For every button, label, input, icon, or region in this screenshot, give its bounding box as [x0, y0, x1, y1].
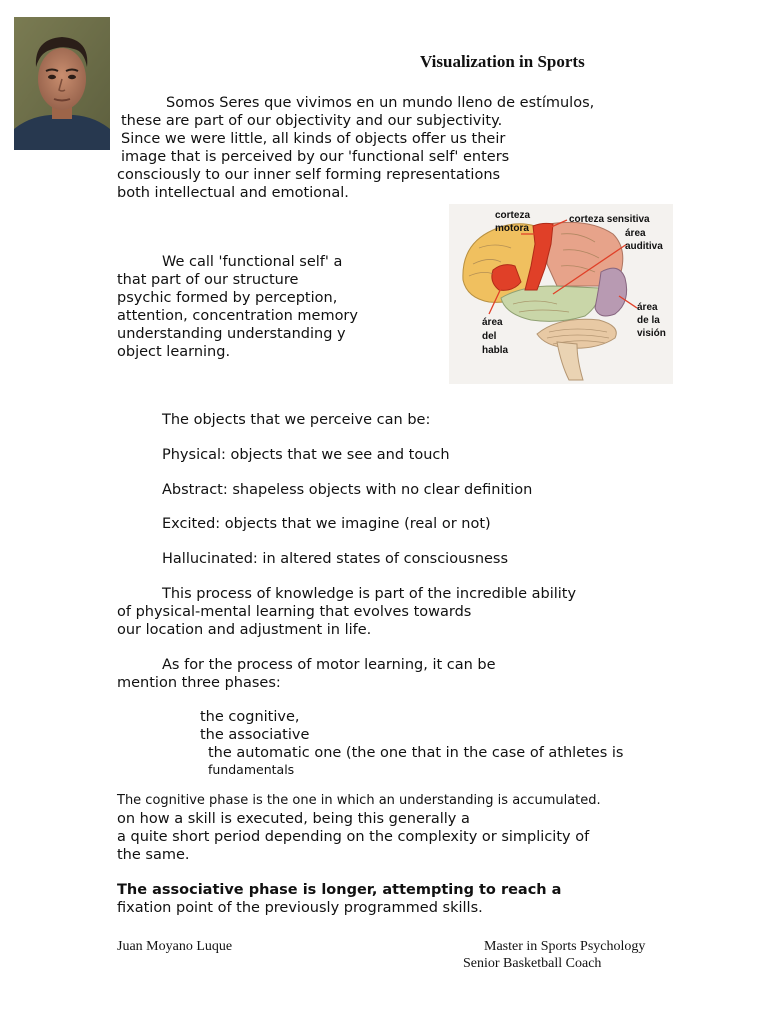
list-item: Physical: objects that we see and touch [162, 447, 450, 463]
label-vision-area: de la [637, 315, 660, 326]
paragraph-line: As for the process of motor learning, it can be [162, 657, 496, 673]
paragraph-line: mention three phases: [117, 675, 281, 691]
objects-intro: The objects that we perceive can be: [162, 412, 431, 428]
label-speech-area: área [482, 317, 503, 328]
label-motor-cortex: corteza [495, 210, 531, 221]
paragraph-line: psychic formed by perception, [117, 290, 338, 306]
label-sensory-cortex: corteza sensitiva [569, 214, 650, 225]
paragraph-line: a quite short period depending on the complexity or simplicity of [117, 829, 590, 845]
list-item: Hallucinated: in altered states of consciousness [162, 551, 509, 567]
paragraph-line: both intellectual and emotional. [117, 185, 349, 201]
paragraph-line: on how a skill is executed, being this generally a [117, 811, 470, 827]
paragraph-line: We call 'functional self' a [162, 254, 343, 270]
label-speech-area: habla [482, 345, 509, 356]
list-item: the automatic one (the one that in the case of athletes is [208, 745, 624, 761]
paragraph-line: image that is perceived by our 'functional self' enters [121, 149, 510, 165]
list-item: the cognitive, [200, 709, 300, 725]
label-auditory-area: auditiva [625, 241, 663, 252]
label-motor-cortex: motora [495, 223, 529, 234]
label-vision-area: visión [637, 328, 666, 339]
paragraph-line: the same. [117, 847, 190, 863]
paragraph-line-bold: The associative phase is longer, attempting to reach a [117, 882, 562, 898]
label-vision-area: área [637, 302, 658, 313]
paragraph-line: The cognitive phase is the one in which an understanding is accumulated. [117, 793, 601, 808]
paragraph-line: these are part of our objectivity and our subjectivity. [121, 113, 503, 129]
paragraph-line: attention, concentration memory [117, 308, 358, 324]
author-role: Master in Sports Psychology [484, 939, 646, 954]
paragraph-line: understanding understanding y [117, 326, 346, 342]
paragraph-line: Somos Seres que vivimos en un mundo lleno de estímulos, [166, 95, 595, 111]
list-item-continuation: fundamentals [208, 762, 295, 777]
paragraph-line: fixation point of the previously programmed skills. [117, 900, 483, 916]
label-speech-area: del [482, 331, 497, 342]
list-item: the associative [200, 727, 310, 743]
page-title: Visualization in Sports [420, 52, 585, 71]
author-photo [14, 17, 110, 150]
paragraph-line: object learning. [117, 344, 231, 360]
brain-diagram [449, 204, 673, 384]
label-auditory-area: área [625, 228, 646, 239]
author-role: Senior Basketball Coach [463, 956, 602, 971]
paragraph-line: of physical-mental learning that evolves towards [117, 604, 472, 620]
paragraph-line: that part of our structure [117, 272, 299, 288]
paragraph-line: Since we were little, all kinds of objects offer us their [121, 131, 506, 147]
list-item: Excited: objects that we imagine (real or not) [162, 516, 491, 532]
paragraph-line: This process of knowledge is part of the incredible ability [162, 586, 577, 602]
paragraph-line: our location and adjustment in life. [117, 622, 372, 638]
author-name: Juan Moyano Luque [117, 939, 233, 954]
paragraph-line: consciously to our inner self forming representations [117, 167, 501, 183]
list-item: Abstract: shapeless objects with no clear definition [162, 482, 533, 498]
